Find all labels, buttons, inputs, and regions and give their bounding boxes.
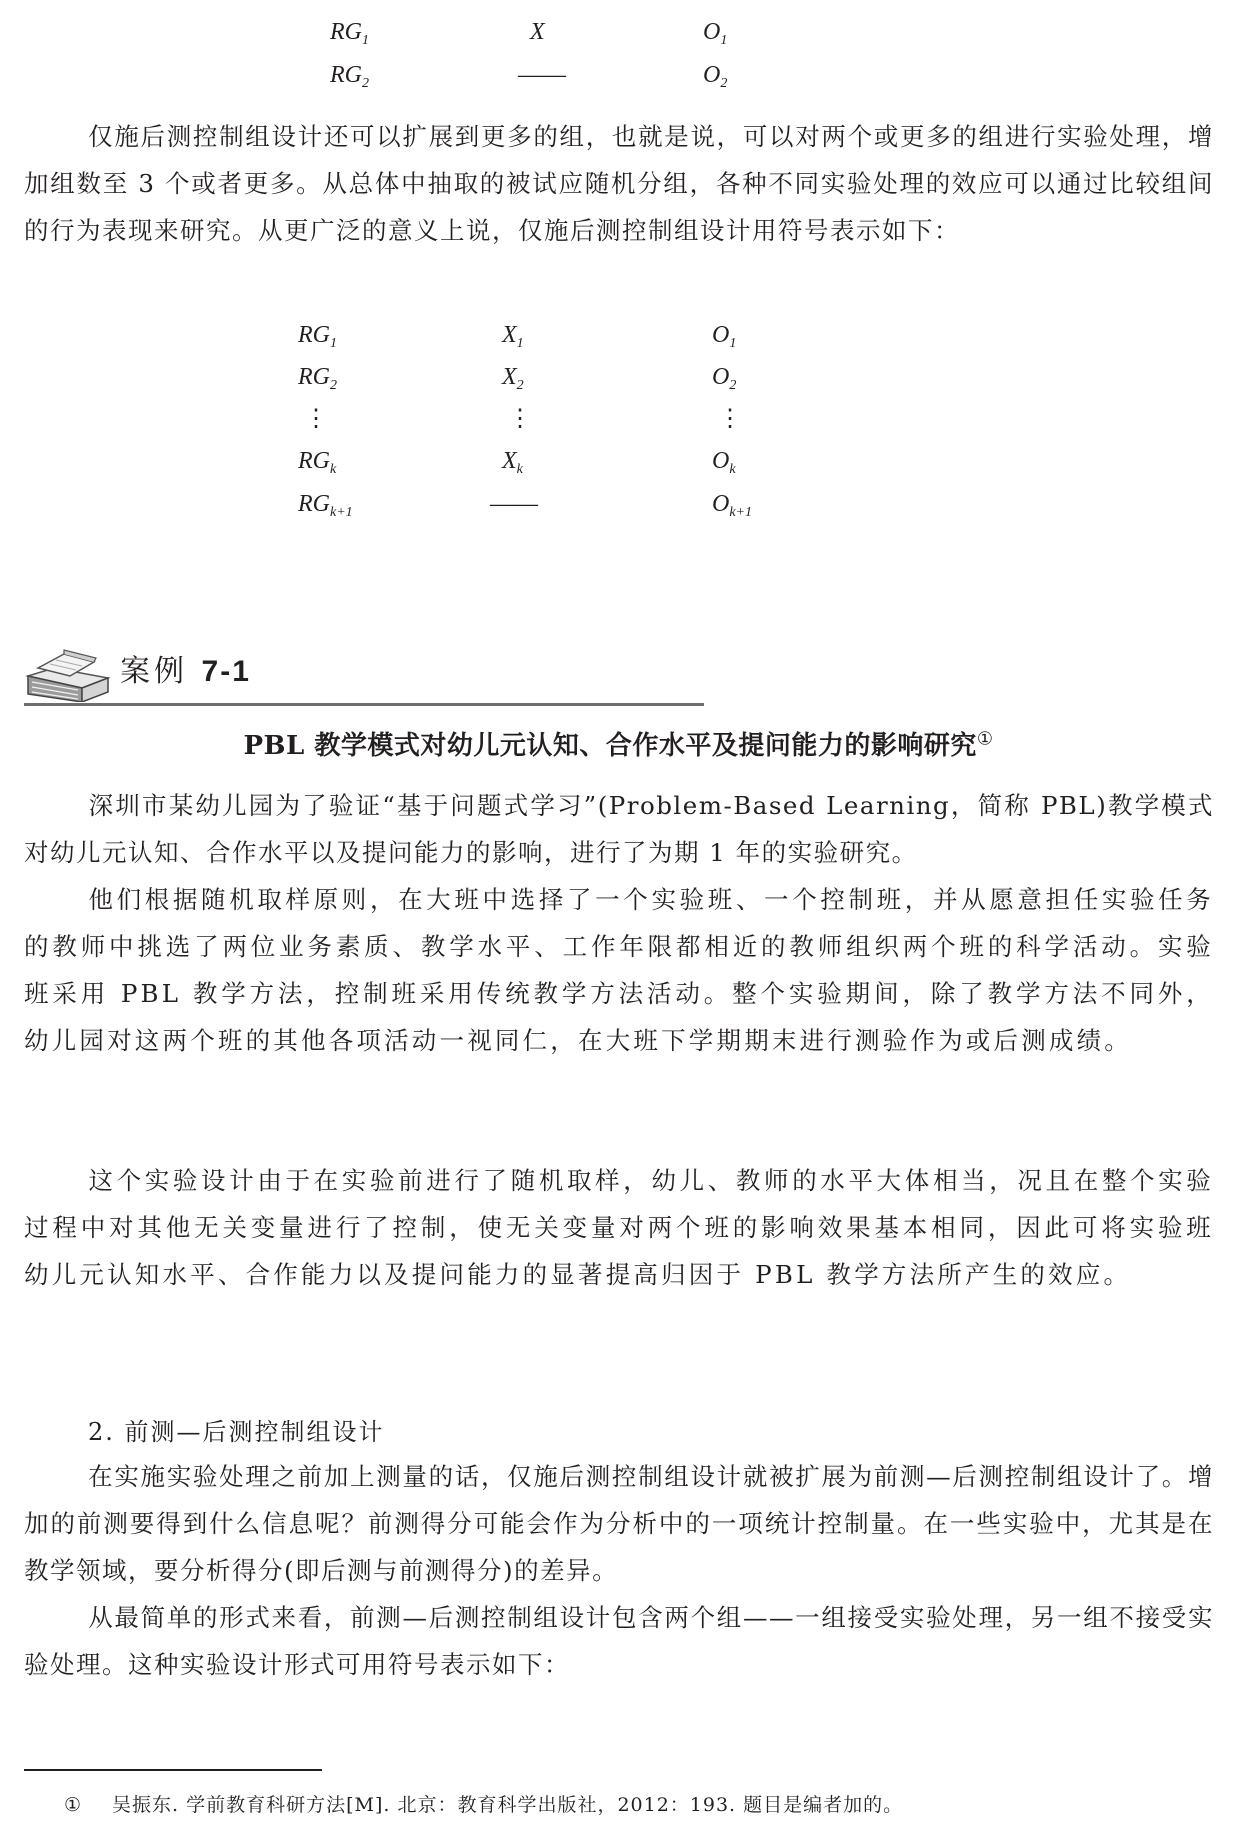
footnote-text: 吴振东. 学前教育科研方法[M]. 北京：教育科学出版社，2012：193. 题目是编者加的。	[112, 1794, 904, 1816]
formula-row	[0, 315, 1237, 355]
formula-treatment-cell: $X_2$	[502, 364, 524, 393]
case-paragraph: 深圳市某幼儿园为了验证“基于问题式学习”(Problem-Based Learning，简称 PBL)教学模式对幼儿元认知、合作水平以及提问能力的影响，进行了为期 1 年的实验研究。	[24, 791, 1214, 867]
formula-row	[0, 441, 1237, 481]
books-icon	[24, 646, 116, 702]
formula-row	[0, 484, 1237, 524]
formula-observation-cell: $O_1$	[712, 322, 737, 351]
formula-row	[0, 55, 1237, 95]
case-title: PBL 教学模式对幼儿元认知、合作水平及提问能力的影响研究①	[243, 728, 994, 761]
case-label: 案例 7-1	[120, 654, 251, 689]
formula-row	[0, 399, 1237, 439]
footnote-divider	[24, 1769, 322, 1771]
section-heading: 2. 前测—后测控制组设计	[88, 1418, 385, 1446]
footnote	[64, 1790, 903, 1817]
formula-ellipsis: ⋮	[508, 406, 532, 432]
case-paragraph: 他们根据随机取样原则，在大班中选择了一个实验班、一个控制班，并从愿意担任实验任务的教师中挑选了两位业务素质、教学水平、工作年限都相近的教师组织两个班的科学活动。实验班采用 PBL 教学方法，控制班采用传统教学方法活动。整个实验期间，除了教学方法不同外，幼儿园对这两个班的其他各项活动一视同仁，在大班下学期期末进行测验作为或后测成绩。	[24, 885, 1214, 1055]
case-paragraph: 这个实验设计由于在实验前进行了随机取样，幼儿、教师的水平大体相当，况且在整个实验过程中对其他无关变量进行了控制，使无关变量对两个班的影响效果基本相同，因此可将实验班幼儿元认知水平、合作能力以及提问能力的显著提高归因于 PBL 教学方法所产生的效应。	[24, 1166, 1214, 1289]
formula-group-cell: $RG_2$	[330, 62, 369, 91]
formula-observation-cell: $O_2$	[703, 62, 728, 91]
case-divider	[24, 703, 704, 706]
formula-group-cell: $RG_1$	[298, 322, 337, 351]
formula-observation-cell: $O_{k+1}$	[712, 491, 753, 520]
formula-treatment-cell: ——	[518, 62, 566, 88]
body-paragraph: 仅施后测控制组设计还可以扩展到更多的组，也就是说，可以对两个或更多的组进行实验处理，增加组数至 3 个或者更多。从总体中抽取的被试应随机分组，各种不同实验处理的效应可以通过比较组间的行为表现来研究。从更广泛的意义上说，仅施后测控制组设计用符号表示如下：	[24, 122, 1214, 245]
formula-group-cell: $RG_k$	[298, 448, 337, 477]
formula-treatment-cell: X	[530, 19, 545, 45]
formula-row	[0, 357, 1237, 397]
case-header	[24, 640, 704, 706]
formula-treatment-cell: $X_1$	[502, 322, 524, 351]
formula-ellipsis: ⋮	[304, 406, 328, 432]
footnote-mark: ①	[64, 1794, 83, 1816]
body-paragraph: 在实施实验处理之前加上测量的话，仅施后测控制组设计就被扩展为前测—后测控制组设计了。增加的前测要得到什么信息呢？前测得分可能会作为分析中的一项统计控制量。在一些实验中，尤其是在教学领域，要分析得分(即后测与前测得分)的差异。	[24, 1462, 1214, 1585]
formula-row	[0, 12, 1237, 52]
formula-observation-cell: $O_k$	[712, 448, 736, 477]
formula-treatment-cell: $X_k$	[502, 448, 523, 477]
formula-observation-cell: $O_1$	[703, 19, 728, 48]
body-paragraph: 从最简单的形式来看，前测—后测控制组设计包含两个组——一组接受实验处理，另一组不接受实验处理。这种实验设计形式可用符号表示如下：	[24, 1603, 1214, 1679]
formula-observation-cell: $O_2$	[712, 364, 737, 393]
formula-group-cell: $RG_1$	[330, 19, 369, 48]
formula-group-cell: $RG_{k+1}$	[298, 491, 353, 520]
formula-group-cell: $RG_2$	[298, 364, 337, 393]
formula-treatment-cell: ——	[490, 491, 538, 517]
formula-ellipsis: ⋮	[718, 406, 742, 432]
